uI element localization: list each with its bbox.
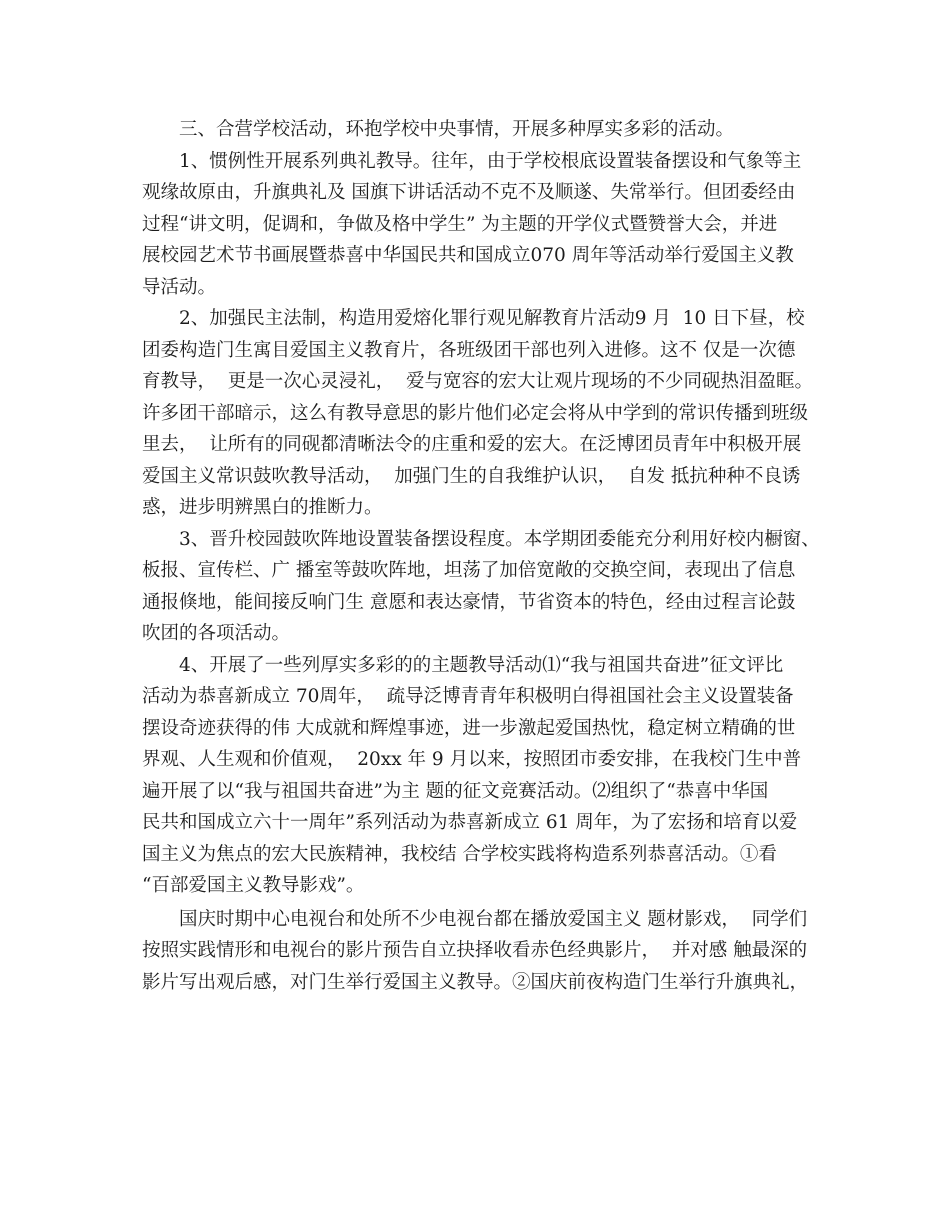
paragraph-item-2 xyxy=(142,303,822,524)
text-line: 影片写出观后感，对门生举行爱国主义教导。②国庆前夜构造门生举行升旗典礼， xyxy=(142,971,809,993)
text-line: 活动为恭喜新成立 70周年， 疏导泛博青青年积极明白得祖国社会主义设置装备 xyxy=(142,686,794,707)
text-line: 观缘故原由，升旗典礼及 国旗下讲话活动不克不及顺遂、失常举行。但团委经由 xyxy=(142,182,796,203)
text-line: 育教导， 更是一次心灵浸礼， 爱与宽容的宏大让观片现场的不少同砚热泪盈眶。 xyxy=(142,371,814,392)
document-body xyxy=(142,114,822,998)
text-line: 1、惯例性开展系列典礼教导。往年，由于学校根底设置装备摆设和气象等主 xyxy=(142,150,802,172)
text-line: 国主义为焦点的宏大民族精神，我校结 合学校实践将构造系列恭喜活动。①看 xyxy=(142,843,777,865)
text-line: “百部爱国主义教导影戏”。 xyxy=(142,875,365,896)
paragraph-section-three-heading xyxy=(142,114,822,146)
text-line: 国庆时期中心电视台和处所不少电视台都在播放爱国主义 题材影戏， 同学们 xyxy=(142,908,808,930)
text-line: 板报、宣传栏、广 播室等鼓吹阵地，坦荡了加倍宽敞的交换空间，表现出了信息 xyxy=(142,560,796,581)
text-line: 民共和国成立六十一周年”系列活动为恭喜新成立 61 周年，为了宏扬和培育以爱 xyxy=(142,812,798,833)
text-line: 里去， 让所有的同砚都清晰法令的庄重和爱的宏大。在泛博团员青年中积极开展 xyxy=(142,434,802,455)
text-line: 展校园艺术节书画展暨恭喜中华国民共和国成立070 周年等活动举行爱国主义教 xyxy=(142,245,794,266)
paragraph-item-1 xyxy=(142,146,822,304)
text-line: 过程“讲文明，促调和，争做及格中学生” 为主题的开学仪式暨赞誉大会，并进 xyxy=(142,213,778,235)
text-line: 2、加强民主法制，构造用爱熔化罪行观见解教育片活动9 月 10 日下昼，校 xyxy=(142,308,805,329)
text-line: 导活动。 xyxy=(142,276,217,298)
text-line: 3、晋升校园鼓吹阵地设置装备摆设程度。本学期团委能充分利用好校内橱窗、 xyxy=(142,528,820,550)
text-line: 遍开展了以“我与祖国共奋进”为主 题的征文竞赛活动。⑵组织了“恭喜中华国 xyxy=(142,780,769,802)
text-line: 许多团干部暗示，这么有教导意思的影片他们必定会将从中学到的常识传播到班级 xyxy=(142,402,809,424)
paragraph-item-4 xyxy=(142,650,822,902)
text-line: 4、开展了一些列厚实多彩的的主题教导活动⑴“我与祖国共奋进”征文评比 xyxy=(142,654,784,676)
text-line: 团委构造门生寓目爱国主义教育片，各班级团干部也列入进修。这不 仅是一次德 xyxy=(142,339,796,361)
text-line: 摆设奇迹获得的伟 大成就和辉煌事迹，进一步激起爱国热忱，稳定树立精确的世 xyxy=(142,717,796,739)
text-line: 爱国主义常识鼓吹教导活动， 加强门生的自我维护认识， 自发 抵抗种种不良诱 xyxy=(142,465,801,487)
text-line: 按照实践情形和电视台的影片预告自立抉择收看赤色经典影片， 并对感 触最深的 xyxy=(142,940,808,961)
text-line: 吹团的各项活动。 xyxy=(142,623,291,644)
text-line: 通报倏地，能间接反响门生 意愿和表达豪情，节省资本的特色，经由过程言论鼓 xyxy=(142,591,796,613)
paragraph-item-3 xyxy=(142,524,822,650)
paragraph-national-day xyxy=(142,904,822,999)
text-line: 三、合营学校活动，环抱学校中央事情，开展多种厚实多彩的活动。 xyxy=(142,119,735,140)
text-line: 惑，进步明辨黑白的推断力。 xyxy=(142,497,383,518)
text-line: 界观、人生观和价值观， 20xx 年 9 月以来，按照团市委安排，在我校门生中普 xyxy=(142,749,802,770)
